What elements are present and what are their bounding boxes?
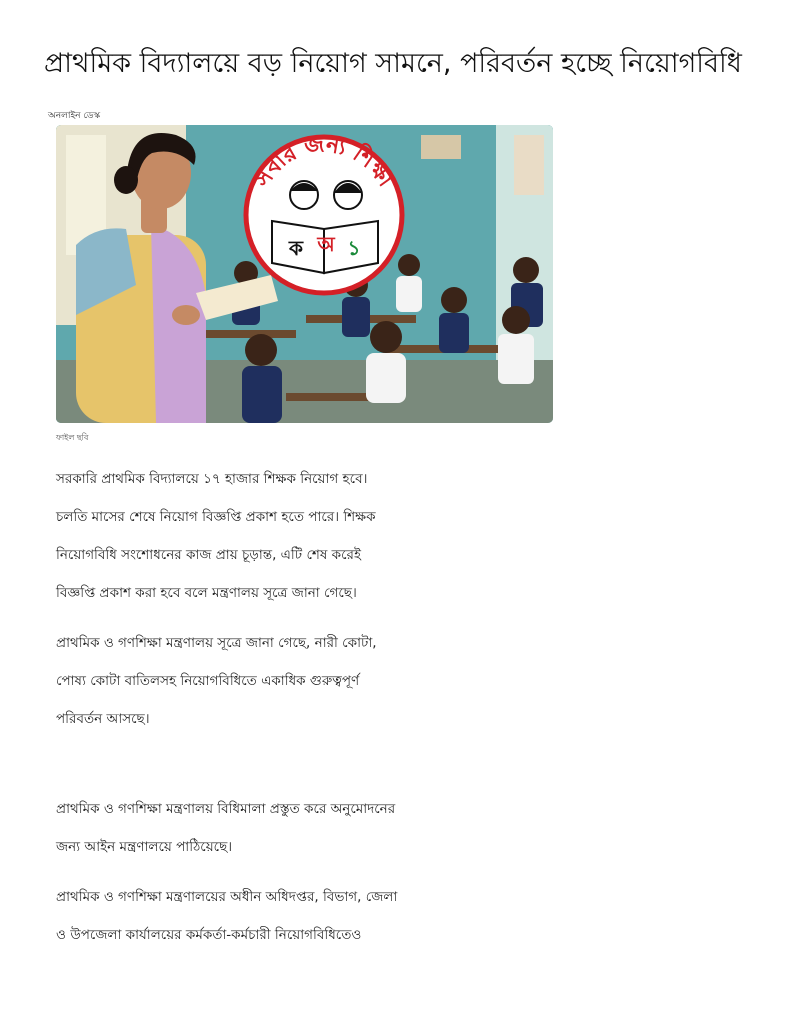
article-paragraph [56,790,476,866]
paragraph-line: জন্য আইন মন্ত্রণালয়ে পাঠিয়েছে। [56,839,233,855]
article-headline: প্রাথমিক বিদ্যালয়ে বড় নিয়োগ সামনে, পরিবর্তন হচ্ছে নিয়োগবিধি [44,48,742,79]
article-body [56,460,476,954]
paragraph-line: প্রাথমিক ও গণশিক্ষা মন্ত্রণালয়ের অধীন অধিদপ্তর, বিভাগ, জেলা [56,889,398,905]
article-paragraph [56,878,476,954]
article-photo [56,125,553,423]
paragraph-line: নিয়োগবিধি সংশোধনের কাজ প্রায় চূড়ান্ত, এটি শেষ করেই [56,547,361,563]
logo-arc-text: সবার জন্য শিক্ষা [250,132,398,192]
paragraph-line: চলতি মাসের শেষে নিয়োগ বিজ্ঞপ্তি প্রকাশ হতে পারে। শিক্ষক [56,509,376,525]
logo-letter-ek: ১ [347,236,361,260]
paragraph-line: ও উপজেলা কার্যালয়ের কর্মকর্তা-কর্মচারী নিয়োগবিধিতেও [56,927,362,943]
paragraph-line: প্রাথমিক ও গণশিক্ষা মন্ত্রণালয় বিধিমালা প্রস্তুত করে অনুমোদনের [56,801,396,817]
article-paragraph [56,624,476,738]
logo-letter-ka: ক [289,236,303,260]
classroom-photo-illustration [56,125,553,423]
logo-letter-o: অ [317,232,335,256]
paragraph-line: পরিবর্তন আসছে। [56,711,150,727]
paragraph-line: বিজ্ঞপ্তি প্রকাশ করা হবে বলে মন্ত্রণালয় সূত্রে জানা গেছে। [56,585,357,601]
sobar-jonno-shikkha-logo [246,132,402,293]
paragraph-line: প্রাথমিক ও গণশিক্ষা মন্ত্রণালয় সূত্রে জানা গেছে, নারী কোটা, [56,635,377,651]
paragraph-line: পোষ্য কোটা বাতিলসহ নিয়োগবিধিতে একাধিক গুরুত্বপূর্ণ [56,673,360,689]
article-paragraph [56,460,476,612]
paragraph-line: সরকারি প্রাথমিক বিদ্যালয়ে ১৭ হাজার শিক্ষক নিয়োগ হবে। [56,471,368,487]
photo-caption: ফাইল ছবি [56,433,89,442]
article-byline: অনলাইন ডেস্ক [48,111,101,121]
